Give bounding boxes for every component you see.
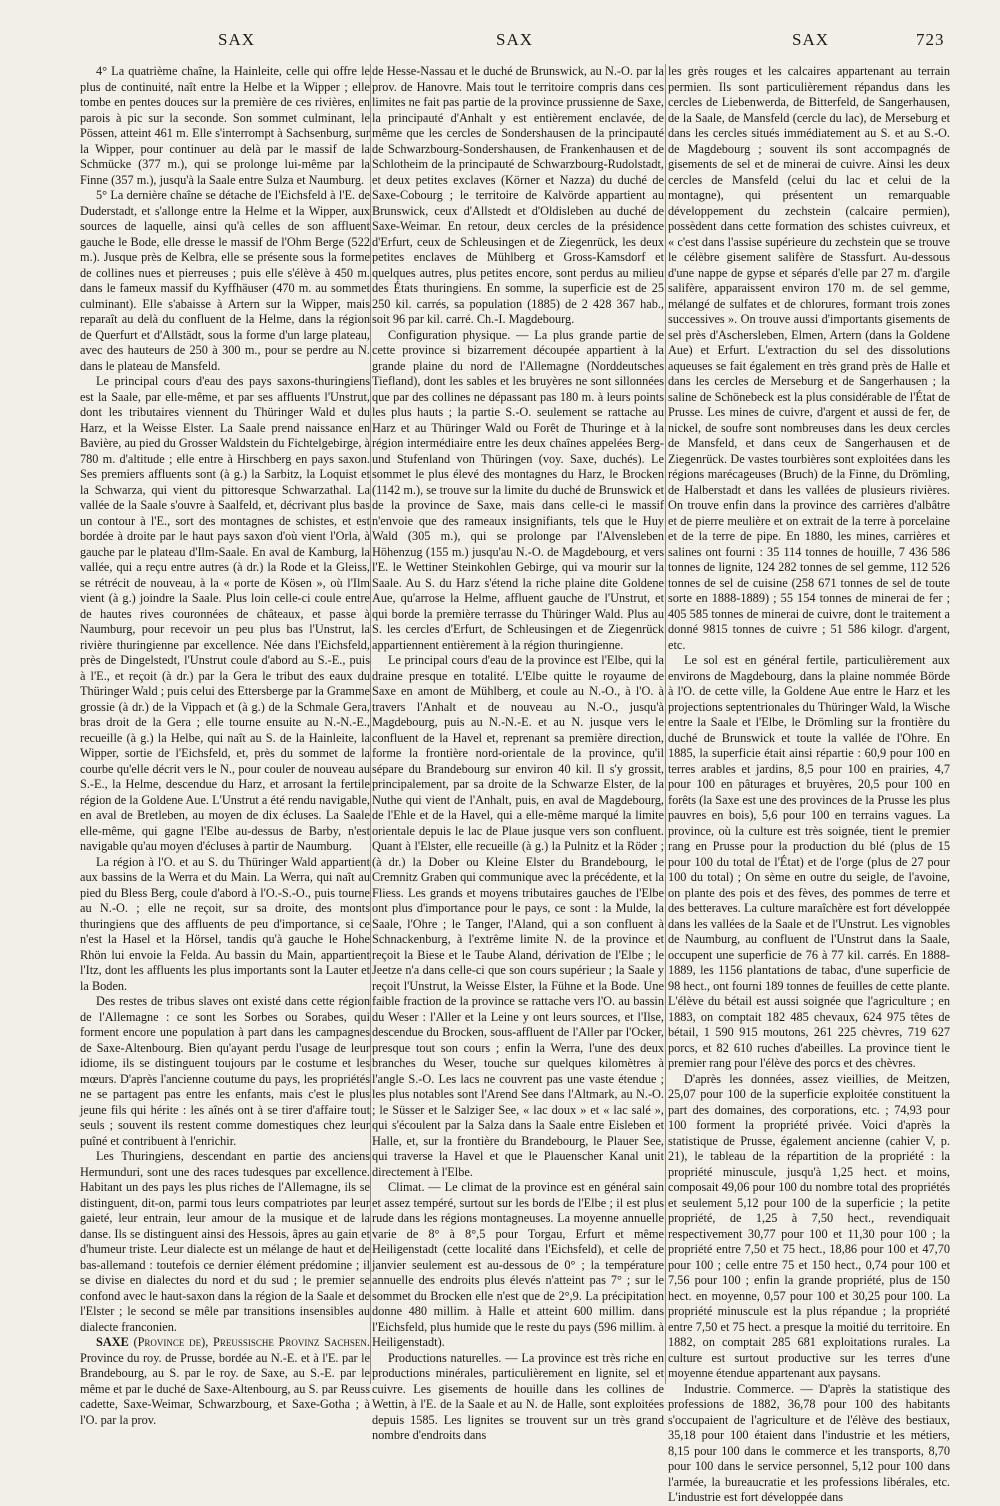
column-divider xyxy=(370,64,371,1384)
paragraph: Le sol est en général fertile, particulièrement aux environs de Magdebourg, dans la plaine nommée Börde à l'O. de cette ville, la Goldene Aue entre le Harz et les projections septentrionales du Thüringer Wald, la Wische entre la Saale et l'Elbe, le Drömling sur la frontière du duché de Brunswick et toute la vallée de l'Ohre. En 1885, la superficie était ainsi répartie : 60,9 pour 100 en terres arables et jardins, 8,5 pour 100 en prairies, 4,7 pour 100 en pâturages et bruyères, 20,5 pour 100 en forêts (la Saxe est une des provinces de la Prusse les plus pauvres en bois), 5,6 pour 100 en terrains vagues. La province, où la culture est très soignée, tient le premier rang en Prusse pour la production du blé (plus de 15 pour 100 du total de l'État) et de l'orge (plus de 27 pour 100 du total) ; On sème en outre du seigle, de l'avoine, on plante des pois et des fèves, des pommes de terre et des betteraves. La culture maraîchère est fort développée dans les vallées de la Saale et de l'Unstrut. Les vignobles de Naumburg, au confluent de l'Unstrut dans la Saale, occupent une superficie de 76 à 77 kil. carrés. En 1888-1889, les 1156 plantations de tabac, d'une superficie de 98 hect., ont fourni 189 tonnes de feuilles de cette plante. L'élève du bétail est aussi soignée que l'agriculture ; en 1883, on comptait 182 485 chevaux, 624 975 têtes de bétail, 1 590 915 moutons, 261 225 chèvres, 719 627 porcs, et 82 610 ruches d'abeilles. La province tient le premier rang pour l'élève des porcs et des chèvres. xyxy=(668,653,950,1070)
running-head-right: SAX xyxy=(792,30,830,49)
paragraph: 5° La dernière chaîne se détache de l'Eichsfeld à l'E. de Duderstadt, et s'allonge entre la Helme et la Wipper, aux sources de laquelle, ainsi qu'à celles de son affluent gauche le Bode, elle dresse le massif de l'Ohm Berge (522 m.). Jusque près de Kelbra, elle se présente sous la forme de collines nues et pierreuses ; puis elle s'élève à 450 m. dans le fameux massif du Kyffhäuser (470 m. au sommet culminant). Elle s'abaisse à Artern sur la Wipper, mais reparaît au delà du confluent de la Helme, dans la région de Querfurt et d'Allstädt, sous la forme d'un large plateau, avec des hauteurs de 250 à 300 m., pour se perdre au N. dans le plateau de Mansfeld. xyxy=(80,188,370,373)
paragraph: Les Thuringiens, descendant en partie des anciens Hermunduri, sont une des races tudesques par excellence. Habitant un des pays les plus riches de l'Allemagne, ils se distinguent, dit-on, parmi tous leurs compatriotes par leur gaieté, leur entrain, leur amour de la musique et de la danse. Ils se distinguent ainsi des Hessois, âpres au gain et d'humeur triste. Leur dialecte est un mélange de haut et de bas-allemand : toutefois ce dernier élément prédomine ; il se divise en dialectes du nord et du sud ; le premier se confond avec le haut-saxon dans la région de la Saale et de l'Elster ; le second se mêle par transitions insensibles au dialecte franconien. xyxy=(80,1149,370,1334)
paragraph: Climat. — Le climat de la province est en général sain et assez tempéré, surtout sur les bords de l'Elbe ; il est plus rude dans les régions montagneuses. La moyenne annuelle varie de 8° à 8°,5 pour Torgau, Erfurt et même Heiligenstadt (cette localité dans l'Eichsfeld), et celle de janvier seulement est au-dessous de 0° ; la température annuelle des endroits plus élevés n'atteint pas 7° ; sur le sommet du Brocken elle n'est que de 2°,9. La précipitation donne 480 millim. à Halle et atteint 600 millim. dans l'Eichsfeld, plus humide que le reste du pays (596 millim. à Heiligenstadt). xyxy=(372,1180,664,1349)
dictionary-entry xyxy=(80,1335,370,1428)
paragraph: les grès rouges et les calcaires appartenant au terrain permien. Ils sont particulièrement répandus dans les cercles de Liebenwerda, de Bitterfeld, de Sangerhausen, de la Saale, de Mansfeld (cercle du lac), de Merseburg et dans les cercles situés immédiatement au S. et au S.-O. de Magdebourg ; souvent ils sont accompagnés de gisements de sel et de minerai de cuivre. Ainsi les deux cercles de Mansfeld (celui du lac et celui de la montagne), qui présentent un remarquable développement du zechstein (calcaire permien), possèdent dans cette formation des schistes cuivreux, et « c'est dans l'assise supérieure du zechstein que se trouve le célèbre gisement salifère de Stassfurt. Au-dessous d'une nappe de gypse et séparés d'elle par 27 m. d'argile salifère, apparaissent environ 170 m. de sel gemme, mélangé de sulfates et de chlorures, formant trois zones successives ». On trouve aussi d'importants gisements de sel près d'Aschersleben, Elmen, Artern (dans la Goldene Aue) et Erfurt. L'extraction du sel des dissolutions aqueuses se fait également en très grand près de Halle et dans les cercles de Merseburg et de Sangerhausen ; la saline de Schönebeck est la plus considérable de l'État de Prusse. Les mines de cuivre, d'argent et aussi de fer, de nickel, de soufre sont nombreuses dans les deux cercles de Mansfeld, et dans ceux de Sangerhausen et de Ziegenrück. De vastes tourbières sont exploitées dans les régions marécageuses (Bruch) de la Finne, du Drömling, de Halberstadt et dans les vallées de plusieurs rivières. On trouve enfin dans la province des carrières d'albâtre et de pierre meulière et on extrait de la terre à porcelaine et de la terre de pipe. En 1880, les mines, carrières et salines ont fourni : 35 114 tonnes de houille, 7 436 586 tonnes de lignite, 124 282 tonnes de sel gemme, 112 526 tonnes de sel de cuisine (258 671 tonnes de sel de toute sorte en 1888-1889) ; 55 154 tonnes de minerai de fer ; 405 585 tonnes de minerai de cuivre, dont le traitement a donné 9815 tonnes de cuivre ; 51 586 kilogr. d'argent, etc. xyxy=(668,64,950,652)
paragraph: Industrie. Commerce. — D'après la statistique des professions de 1882, 36,78 pour 100 des habitants s'occupaient de l'agriculture et de l'élève des bestiaux, 35,18 pour 100 étaient dans l'industrie et les métiers, 8,15 pour 100 dans le commerce et les transports, 8,70 pour 100 dans le service personnel, 5,12 pour 100 dans l'armée, la bureaucratie et les professions libérales, etc. L'industrie est fort développée dans xyxy=(668,1381,950,1504)
text-column-1 xyxy=(80,64,370,1427)
text-column-3 xyxy=(668,64,950,1504)
paragraph: D'après les données, assez vieillies, de Meitzen, 25,07 pour 100 de la superficie exploitée constituent la part des domaines, des corporations, etc. ; 74,93 pour 100 forment la propriété privée. Voici d'après la statistique de Prusse, également ancienne (cahier V, p. 21), le tableau de la répartition de la propriété : la propriété minuscule, jusqu'à 1,25 hect. et moins, composait 49,06 pour 100 du nombre total des propriétés et seulement 5,12 pour 100 de la superficie ; la petite propriété, de 1,25 à 7,50 hect., revendiquait respectivement 30,77 pour 100 et 11,30 pour 100 ; la propriété entre 7,50 et 75 hect., 18,86 pour 100 et 47,70 pour 100 ; celle entre 75 et 150 hect., 0,74 pour 100 et 7,56 pour 100 ; enfin la grande propriété, plus de 150 hect. en moyenne, 0,57 pour 100 et 30,25 pour 100. La propriété minuscule est la plus répandue ; la propriété entre 7,50 et 75 hect. a presque la moitié du territoire. En 1882, on comptait 285 681 exploitations rurales. La culture est surtout productive sur les terres d'une moyenne étendue appartenant aux paysans. xyxy=(668,1071,950,1380)
entry-headword: SAXE xyxy=(95,1335,129,1349)
running-head-center: SAX xyxy=(496,30,534,49)
paragraph: Le principal cours d'eau des pays saxons-thuringiens est la Saale, par elle-même, et par ses affluents l'Unstrut, dont les tributaires viennent du Thüringer Wald et du Harz, et la Weisse Elster. La Saale prend naissance en Bavière, au pied du Grosser Waldstein du Fichtelgebirge, à 780 m. d'altitude ; elle entre à Hirschberg en pays saxon. Ses premiers affluents sont (à g.) la Sarbitz, la Loquist et la Schwarza, qui vient du pittoresque Schwarzathal. La vallée de la Saale s'ouvre à Saalfeld, et, décrivant plus bas un contour à l'E., sort des montagnes de schistes, et est bordée à droite par le haut pays saxon d'où vient l'Orla, à gauche par le plateau d'Ilm-Saale. En aval de Kamburg, la vallée, qui a reçu entre autres (à dr.) la Rode et la Gleiss, se rétrécit de nouveau, à la « porte de Kösen », où l'Ilm vient (à g.) joindre la Saale. Plus loin celle-ci coule entre de hautes rives couronnées de châteaux, et passe à Naumburg, pour recevoir un peu plus bas l'Unstrut, la rivière thuringienne par excellence. Née dans l'Eichsfeld, près de Dingelstedt, l'Unstrut coule d'abord au S.-E., puis à l'E., et reçoit (à dr.) par la Gera le tribut des eaux du Thüringer Wald ; puis celui des Ettersberge par la Gramme grossie (à dr.) de la Vippach et (à g.) de la Schmale Gera, bras droit de la Gera ; elle tourne ensuite au N.-N.-E., recueille (à g.) la Helbe, qui naît au S. de la Hainleite, la Wipper, sortie de l'Eichsfeld, et, près du sommet de la courbe qu'elle décrit vers le N., pour couler de nouveau au S.-E., la Helme, descendue du Harz, et arrosant la fertile région de la Goldene Aue. L'Unstrut a été rendu navigable, en aval de Bretleben, au moyen de dix écluses. La Saale elle-même, qui gagne l'Elbe au-dessus de Barby, n'est navigable qu'au moyen d'écluses à partir de Naumburg. xyxy=(80,374,370,853)
paragraph: de Hesse-Nassau et le duché de Brunswick, au N.-O. par la prov. de Hanovre. Mais tout le territoire compris dans ces limites ne fait pas partie de la province prussienne de Saxe, la principauté d'Anhalt y est entièrement enclavée, de même que les cercles de Sondershausen de la principauté de Schwarzbourg-Sondershausen, de Frankenhausen et de Schlotheim de la principauté de Schwarzbourg-Rudolstadt, et deux petites exclaves (Körner et Nazza) du duché de Saxe-Cobourg ; le territoire de Kalvörde appartient au Brunswick, ceux d'Allstedt et d'Oldisleben au duché de Saxe-Weimar. En retour, deux cercles de la présidence d'Erfurt, ceux de Schleusingen et de Ziegenrück, les deux petites enclaves de Mühlberg et Gross-Kamsdorf et quelques autres, plus petites encore, sont perdus au milieu des États thuringiens. En somme, la superficie est de 25 250 kil. carrés, sa population (1885) de 2 428 367 hab., soit 96 par kil. carré. Ch.-I. Magdebourg. xyxy=(372,64,664,326)
page-number: 723 xyxy=(916,30,945,49)
paragraph: La région à l'O. et au S. du Thüringer Wald appartient aux bassins de la Werra et du Main. La Werra, qui naît au pied du Bless Berg, coule d'abord à l'O.-S.-O., puis tourne au N.-O. ; elle ne reçoit, sur sa droite, des monts thuringiens que des affluents de peu d'importance, si ce n'est la Hasel et la Hörsel, tandis qu'à gauche le Hohe Rhön lui envoie la Felda. Au bassin du Main, appartient l'Itz, dont les affluents les plus importants sont la Lauter et la Boden. xyxy=(80,854,370,993)
column-divider xyxy=(665,64,666,1384)
entry-text: Province du roy. de Prusse, bordée au N.-E. et à l'E. par le Brandebourg, au S. par le roy. de Saxe, au S.-E. par le même et par le duché de Saxe-Altenbourg, au S. par Reuss cadette, Saxe-Weimar, Schwarzbourg, et Saxe-Gotha ; à l'O. par la prov. xyxy=(80,1350,370,1427)
text-column-2 xyxy=(372,64,664,1442)
paragraph: Configuration physique. — La plus grande partie de cette province si bizarrement découpée appartient à la grande plaine du nord de l'Allemagne (Norddeutsches Tiefland), dont les sables et les bruyères ne sont sillonnées que par des collines ne dépassant pas 180 m. à leurs points les plus hauts ; la partie S.-O. seulement se rattache au Harz et au Thüringer Wald ou Forêt de Thuringe et à la région intermédiaire entre les deux chaînes appelées Berg- und Stufenland von Thüringen (voy. Saxe, duchés). Le sommet le plus élevé des montagnes du Harz, le Brocken (1142 m.), se trouve sur la limite du duché de Brunswick et de la province de Saxe, mais dans celle-ci le massif n'envoie que des rameaux insignifiants, tels que le Huy Wald (305 m.), qui se prolonge par l'Alvensleben Höhenzug (155 m.) jusqu'au N.-O. de Magdebourg, et vers l'E. le Wettiner Steinkohlen Gebirge, qui va mourir sur la Saale. Au S. du Harz s'étend la riche plaine dite Goldene Aue, qu'arrose la Helme, affluent gauche de l'Unstrut, et qui borde la première terrasse du Thüringer Wald. Plus au S. les cercles d'Erfurt, de Schleusingen et de Ziegenrück appartiennent entièrement à la région thuringienne. xyxy=(372,327,664,652)
paragraph: 4° La quatrième chaîne, la Hainleite, celle qui offre le plus de continuité, naît entre la Helbe et la Wipper ; elle tombe en pentes douces sur la première de ces rivières, en parois à pic sur la seconde. Son sommet culminant, le Pössen, atteint 461 m. Elle s'interrompt à Sachsenburg, sur la Wipper, pour continuer au delà par le massif de la Schmücke (377 m.), qui se prolonge lui-même par la Finne (357 m.), jusqu'à la Saale entre Sulza et Naumburg. xyxy=(80,64,370,187)
paragraph: Productions naturelles. — La province est très riche en productions minérales, particulièrement en lignite, sel et cuivre. Les gisements de houille dans les collines de Wettin, à l'E. de la Saale et au N. de Halle, sont exploitées depuis 1585. Les lignites se trouvent sur un très grand nombre d'endroits dans xyxy=(372,1350,664,1442)
running-head xyxy=(0,30,1000,52)
running-head-left: SAX xyxy=(218,30,256,49)
paragraph: Des restes de tribus slaves ont existé dans cette région de l'Allemagne : ce sont les Sorbes ou Sorabes, qui forment encore une population à part dans les campagnes de Saxe-Altenbourg. Bien qu'ayant perdu l'usage de leur idiome, ils se distinguent toujours par le costume et les mœurs. D'après l'ancienne coutume du pays, les propriétés ne se partagent pas entre les enfants, mais c'est le plus jeune fils qui hérite : les aînés ont à se tirer d'affaire tout seuls ; souvent ils restent comme domestiques chez leur puîné et contribuent à l'enrichir. xyxy=(80,994,370,1148)
paragraph: Le principal cours d'eau de la province est l'Elbe, qui la draine presque en totalité. L'Elbe quitte le royaume de Saxe en amont de Mühlberg, et coule au N.-O., à l'O. à travers l'Anhalt et de nouveau au N.-O., jusqu'à Magdebourg, puis au N.-N.-E. et au N. jusque vers le confluent de la Havel et, reprenant sa première direction, forme la frontière nord-orientale de la province, qu'il sépare du Brandebourg sur environ 40 kil. Il s'y grossit, principalement, par sa droite de la Schwarze Elster, de la Nuthe qui vient de l'Anhalt, puis, en aval de Magdebourg, de l'Ehle et de la Havel, qui a elle-même marqué la limite orientale depuis le lac de Plaue jusque vers son confluent. Quant à l'Elster, elle recueille (à g.) la Pulnitz et la Röder ; (à dr.) la Dober ou Kleine Elster du Brandebourg, le Cremnitz Graben qui communique avec la précédente, et la Fliess. Les grands et moyens tributaires gauches de l'Elbe ont plus d'importance pour le pays, ce sont : la Mulde, la Saale, l'Ohre ; le Tanger, l'Aland, qui a son confluent à Schnackenburg, à l'extrême limite N. de la province et reçoit la Biese et le Taube Aland, dérivation de l'Elbe ; le Jeetze n'a dans celle-ci que son cours supérieur ; la Saale y reçoit l'Unstrut, la Weisse Elster, la Fühne et la Bode. Une faible fraction de la province se rattache vers l'O. au bassin du Weser : l'Aller et la Leine y ont leurs sources, et l'Ilse, descendue du Brocken, sous-affluent de l'Aller par l'Ocker, presque tout son cours ; enfin la Werra, l'une des deux branches du Weser, touche sur quelques kilomètres à l'angle S.-O. Les lacs ne couvrent pas une vaste étendue ; les plus notables sont l'Arend See dans l'Altmark, au N.-O. ; le Süsser et le Salziger See, « lac doux » et « lac salé », qui s'écoulent par la Salza dans la Saale entre Eisleben et Halle, et, sur la frontière du Brandebourg, le Plauer See, qui traverse la Havel et que le Plauenscher Kanal unit directement à l'Elbe. xyxy=(372,653,664,1179)
entry-subtitle: (Province de), Preussische Provinz Sachsen. xyxy=(133,1335,370,1349)
